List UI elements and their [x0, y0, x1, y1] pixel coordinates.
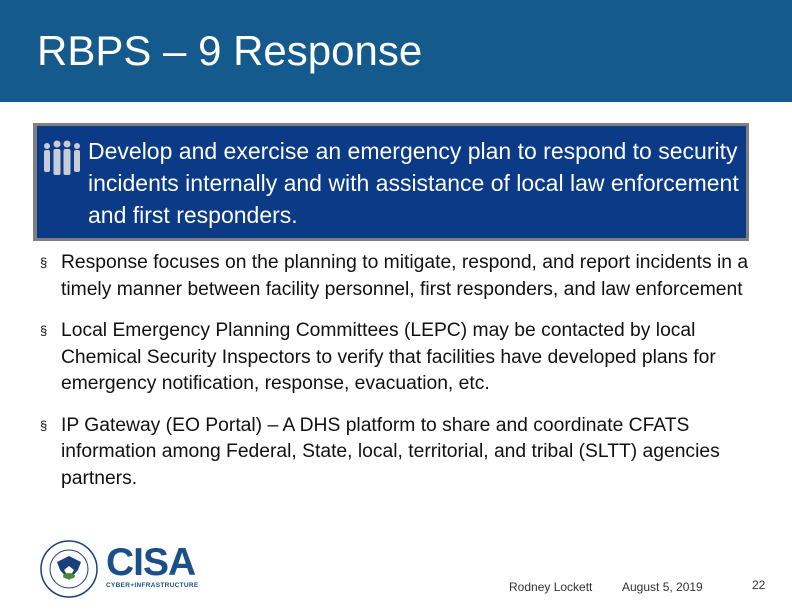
cisa-logo-subtitle: CYBER+INFRASTRUCTURE — [106, 582, 199, 589]
presenter-name: Rodney Lockett — [509, 580, 593, 594]
bullet-marker: § — [40, 323, 48, 338]
title-bar — [0, 0, 792, 102]
callout-box — [37, 126, 746, 238]
page-number: 22 — [752, 578, 766, 592]
bullet-text: Local Emergency Planning Committees (LEPC) may be contacted by local Chemical Security Inspectors to verify that facilities have developed plans for emergency notification, response, evacuation, etc. — [61, 320, 716, 394]
bullet-item — [40, 413, 770, 493]
cisa-logo: CISA — [106, 541, 196, 584]
bullet-item — [40, 318, 770, 398]
dhs-seal-logo — [40, 540, 98, 598]
bullet-marker: § — [40, 255, 48, 270]
bullet-list — [40, 250, 770, 507]
bullet-item — [40, 250, 770, 303]
bullet-marker: § — [40, 417, 48, 433]
slide-title: RBPS – 9 Response — [37, 27, 423, 74]
people-icon — [42, 140, 82, 178]
presentation-date: August 5, 2019 — [622, 580, 703, 594]
bullet-text: Response focuses on the planning to mitigate, respond, and report incidents in a timely manner between facility personnel, first responders, and law enforcement — [61, 252, 749, 300]
bullet-text: IP Gateway (EO Portal) – A DHS platform to share and coordinate CFATS information among Federal, State, local, territorial, and tribal (SLTT) agencies partners. — [61, 414, 720, 489]
callout-text: Develop and exercise an emergency plan to respond to security incidents internally and with assistance of local law enforcement and first responders. — [88, 138, 739, 228]
